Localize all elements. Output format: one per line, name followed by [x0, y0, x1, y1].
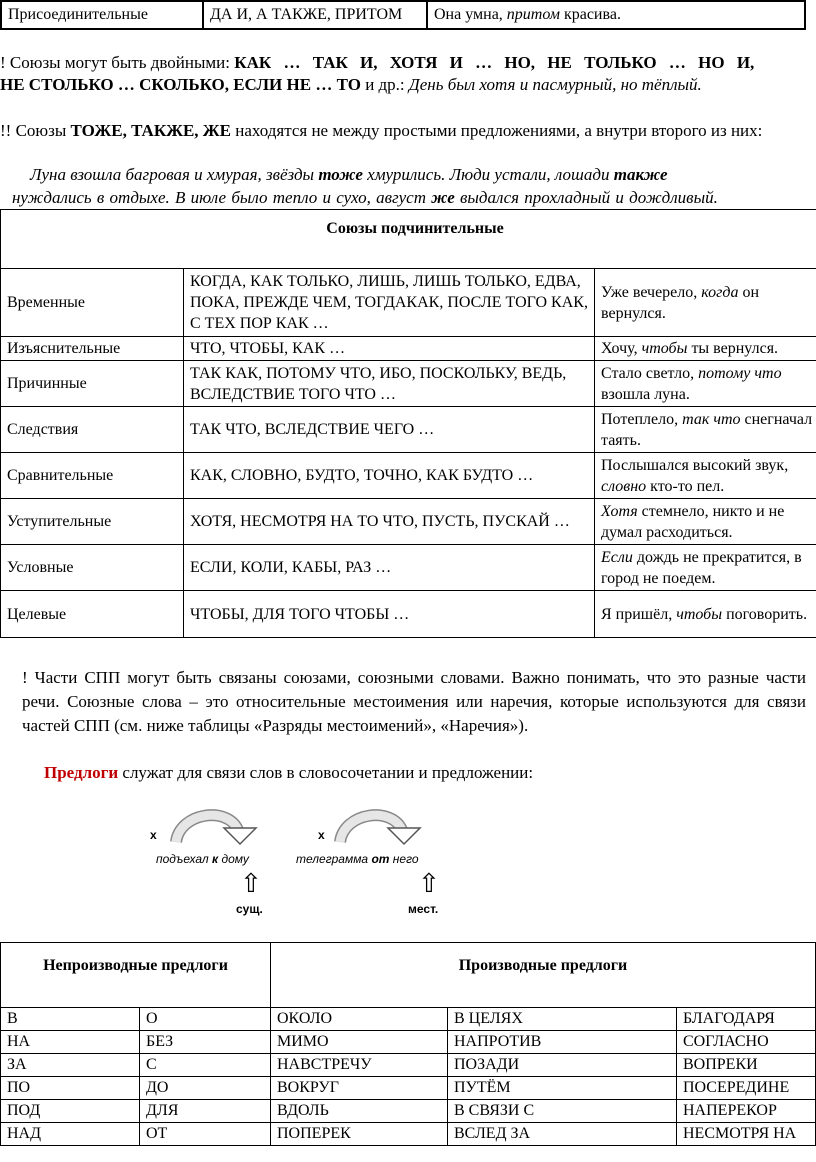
- conj-list-cell: ТАК КАК, ПОТОМУ ЧТО, ИБО, ПОСКОЛЬКУ, ВЕДЬ, ВСЛЕДСТВИЕ ТОГО ЧТО …: [184, 361, 595, 407]
- example-text: дождь не прекратится, в город не поедем.: [601, 548, 802, 587]
- preposition-cell: ДО: [140, 1077, 271, 1100]
- conj-type-cell: Уступительные: [1, 499, 184, 545]
- inside-example-line-2: [12, 187, 812, 209]
- example-text: Луна взошла багровая и хмурая, звёзды: [30, 165, 319, 184]
- preposition-cell: ПО: [1, 1077, 140, 1100]
- phrase-preposition: к: [212, 852, 219, 866]
- example-italic: Хотя: [601, 502, 638, 520]
- example-text: он вернулся.: [601, 283, 760, 322]
- example-text: Я пришёл,: [601, 605, 677, 623]
- preposition-cell: НА: [1, 1031, 140, 1054]
- table-row: [1, 269, 816, 337]
- example-italic: так что: [682, 410, 741, 428]
- table-row: [1, 1031, 816, 1054]
- conj-list-cell: ЕСЛИ, КОЛИ, КАБЫ, РАЗ …: [184, 545, 595, 591]
- conj-type-cell: Условные: [1, 545, 184, 591]
- intro-text: служат для связи слов в словосочетании и предложении:: [118, 763, 534, 782]
- note-spp: ! Части СПП могут быть связаны союзами, союзными словами. Важно понимать, что это разные части речи. Союзные слова – это относительные местоимения или наречия, которые используются для связи частей СПП (см. ниже таблицы «Разряды местоимений», «Наречия»).: [22, 668, 806, 735]
- preposition-cell: ВОКРУГ: [271, 1077, 448, 1100]
- preposition-cell: ДЛЯ: [140, 1100, 271, 1123]
- preposition-cell: ОТ: [140, 1123, 271, 1146]
- note-text: и др.:: [360, 75, 409, 94]
- example-text: снегначал таять.: [601, 410, 813, 449]
- preposition-cell: НАПЕРЕКОР: [677, 1100, 816, 1123]
- conj-list-cell: ЧТО, ЧТОБЫ, КАК …: [184, 337, 595, 361]
- table-row: [1, 545, 816, 591]
- preposition-cell: БЕЗ: [140, 1031, 271, 1054]
- example-text: Стало светло,: [601, 364, 699, 382]
- phrase-text: него: [389, 852, 419, 866]
- preposition-cell: ВСЛЕД ЗА: [448, 1123, 677, 1146]
- top-type-cell: Присоединительные: [1, 1, 203, 29]
- preposition-cell: ЗА: [1, 1054, 140, 1077]
- top-example-cell: [427, 1, 805, 29]
- example-text: Уже вечерело,: [601, 283, 702, 301]
- curved-arrow-icon: [170, 808, 270, 848]
- preposition-cell: В ЦЕЛЯХ: [448, 1008, 677, 1031]
- table-row: [1, 1054, 816, 1077]
- example-text: взошла луна.: [601, 385, 690, 403]
- conj-example-cell: [595, 407, 816, 453]
- phrase-right: [296, 852, 419, 866]
- inside-example-line-1: [30, 164, 810, 186]
- example-text: кто-то пел.: [646, 477, 725, 495]
- note-text: ! Союзы могут быть двойными:: [0, 53, 235, 72]
- conj-list-cell: КОГДА, КАК ТОЛЬКО, ЛИШЬ, ЛИШЬ ТОЛЬКО, ЕДВА, ПОКА, ПРЕЖДЕ ЧЕМ, ТОГДАКАК, ПОСЛЕ ТОГО КАК, С ТЕХ ПОР КАК …: [184, 269, 595, 337]
- conj-type-cell: Причинные: [1, 361, 184, 407]
- conj-example-cell: [595, 361, 816, 407]
- noun-label: сущ.: [236, 902, 263, 916]
- example-bold: также: [613, 165, 668, 184]
- preposition-cell: С: [140, 1054, 271, 1077]
- example-text: Она умна,: [434, 6, 507, 23]
- phrase-text: дому: [218, 852, 249, 866]
- conj-list: НЕ СТОЛЬКО … СКОЛЬКО, ЕСЛИ НЕ … ТО: [0, 75, 361, 94]
- conj-list-cell: ТАК ЧТО, ВСЛЕДСТВИЕ ЧЕГО …: [184, 407, 595, 453]
- sub-table-title: Союзы подчинительные: [1, 210, 816, 269]
- preposition-cell: В: [1, 1008, 140, 1031]
- up-arrow-icon: ⇧: [418, 868, 440, 898]
- example-italic: Если: [601, 548, 633, 566]
- preposition-cell: ПОЗАДИ: [448, 1054, 677, 1077]
- phrase-text: подъехал: [156, 852, 213, 866]
- conj-list-cell: ЧТОБЫ, ДЛЯ ТОГО ЧТОБЫ …: [184, 591, 595, 638]
- preposition-cell: НАД: [1, 1123, 140, 1146]
- example-bold: тоже: [318, 165, 363, 184]
- up-arrow-icon: ⇧: [240, 868, 262, 898]
- header-non-derived: Непроизводные предлоги: [1, 943, 271, 1008]
- example-text: поговорить.: [722, 605, 808, 623]
- conj-list-cell: КАК, СЛОВНО, БУДТО, ТОЧНО, КАК БУДТО …: [184, 453, 595, 499]
- example-text: выдался прохладный и дождливый.: [454, 188, 718, 207]
- preposition-cell: ПОД: [1, 1100, 140, 1123]
- table-row: [1, 1123, 816, 1146]
- curved-arrow-icon: [334, 808, 434, 848]
- preposition-cell: В СВЯЗИ С: [448, 1100, 677, 1123]
- example-italic: потому что: [698, 364, 782, 382]
- conj-type-cell: Временные: [1, 269, 184, 337]
- conj-example-cell: [595, 269, 816, 337]
- table-row: [1, 1100, 816, 1123]
- preposition-cell: ВДОЛЬ: [271, 1100, 448, 1123]
- example-italic: притом: [506, 6, 560, 23]
- top-row-table: [0, 0, 806, 30]
- example-text: ты вернулся.: [687, 340, 779, 357]
- preposition-cell: НЕСМОТРЯ НА: [677, 1123, 816, 1146]
- example-italic: когда: [701, 283, 739, 301]
- example-text: хмурились. Люди устали, лошади: [362, 165, 614, 184]
- conj-example-cell: [595, 591, 816, 638]
- table-row: [1, 1008, 816, 1031]
- preposition-cell: О: [140, 1008, 271, 1031]
- example-text: стемнело, никто и не думал расходиться.: [601, 502, 785, 541]
- conj-type-cell: Следствия: [1, 407, 184, 453]
- table-row: [1, 361, 816, 407]
- example-text: нуждались в отдыхе. В июле было тепло и сухо, август: [12, 188, 432, 207]
- conj-type-cell: Изъяснительные: [1, 337, 184, 361]
- example-text: красива.: [559, 6, 621, 23]
- preposition-cell: ПОСЕРЕДИНЕ: [677, 1077, 816, 1100]
- pronoun-label: мест.: [408, 902, 439, 916]
- preposition-cell: БЛАГОДАРЯ: [677, 1008, 816, 1031]
- conj-example-cell: [595, 337, 816, 361]
- preposition-cell: ПОПЕРЕК: [271, 1123, 448, 1146]
- example-italic: День был хотя и пасмурный, но тёплый.: [408, 75, 702, 94]
- table-row: [1, 591, 816, 638]
- preposition-cell: НАПРОТИВ: [448, 1031, 677, 1054]
- conj-type-cell: Сравнительные: [1, 453, 184, 499]
- subordinating-conjunctions-table: [0, 209, 816, 638]
- table-row: [1, 453, 816, 499]
- conj-list-cell: ХОТЯ, НЕСМОТРЯ НА ТО ЧТО, ПУСТЬ, ПУСКАЙ …: [184, 499, 595, 545]
- header-derived: Производные предлоги: [271, 943, 816, 1008]
- conj-list: ТОЖЕ, ТАКЖЕ, ЖЕ: [70, 121, 231, 140]
- conj-type-cell: Целевые: [1, 591, 184, 638]
- note-double-conjunctions: [0, 52, 812, 96]
- conj-example-cell: [595, 545, 816, 591]
- note-text: !! Союзы: [0, 121, 71, 140]
- preposition-cell: НАВСТРЕЧУ: [271, 1054, 448, 1077]
- table-row: [1, 337, 816, 361]
- example-text: Хочу,: [601, 340, 642, 357]
- phrase-preposition: от: [371, 852, 390, 866]
- preposition-cell: ОКОЛО: [271, 1008, 448, 1031]
- example-text: Послышался высокий звук,: [601, 456, 789, 474]
- prepositions-table: [0, 942, 816, 1146]
- conj-example-cell: [595, 499, 816, 545]
- note-inside-conjunctions: [0, 120, 812, 142]
- prepositions-intro: [44, 762, 533, 784]
- head-word-marker: x: [318, 828, 325, 842]
- example-italic: чтобы: [676, 605, 723, 623]
- example-bold: же: [431, 188, 455, 207]
- top-conj-cell: ДА И, А ТАКЖЕ, ПРИТОМ: [203, 1, 427, 29]
- preposition-cell: СОГЛАСНО: [677, 1031, 816, 1054]
- preposition-cell: ВОПРЕКИ: [677, 1054, 816, 1077]
- phrase-text: телеграмма: [296, 852, 372, 866]
- conj-list: КАК … ТАК И, ХОТЯ И … НО, НЕ ТОЛЬКО … НО И,: [234, 53, 755, 72]
- prepositions-word: Предлоги: [44, 763, 119, 782]
- example-italic: словно: [601, 477, 647, 495]
- preposition-cell: МИМО: [271, 1031, 448, 1054]
- conj-example-cell: [595, 453, 816, 499]
- note-text: находятся не между простыми предложениями, а внутри второго из них:: [230, 121, 763, 140]
- head-word-marker: x: [150, 828, 157, 842]
- table-row: [1, 1077, 816, 1100]
- table-row: [1, 407, 816, 453]
- example-italic: чтобы: [641, 340, 688, 357]
- phrase-left: [156, 852, 249, 866]
- table-row: [1, 499, 816, 545]
- example-text: Потеплело,: [601, 410, 683, 428]
- preposition-cell: ПУТЁМ: [448, 1077, 677, 1100]
- prepositions-diagram: [0, 800, 816, 925]
